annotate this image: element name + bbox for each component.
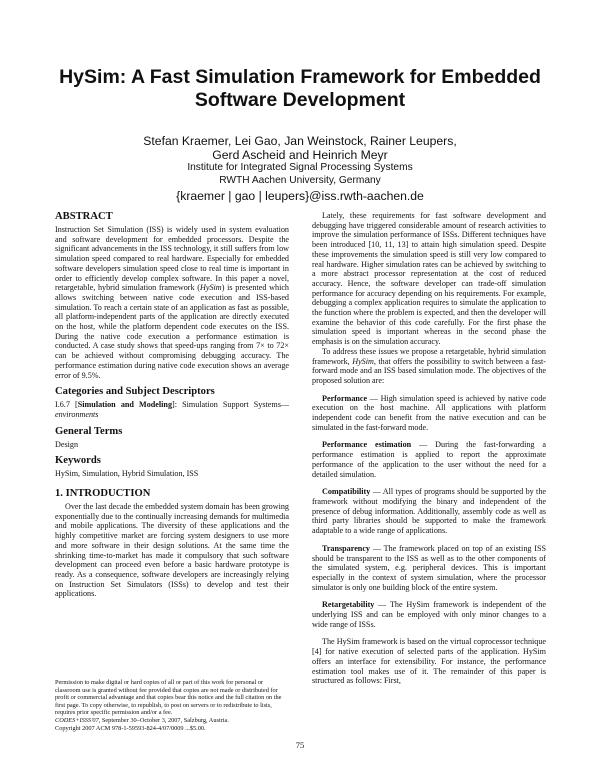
categories-code: I.6.7 [ [55, 400, 78, 410]
categories-bold: Simulation and Modeling [77, 400, 173, 410]
introduction-body: Over the last decade the embedded system domain has been growing exponentially due to the continually increasing demands for multimedia and mobile applications. The diversity of these applications and the highly competitive market are forcing system designers to use more and more software in their design solutions. At the same time the shrinking time-to-market has made it compulsory that such software development can proceed even before a basic hardware prototype is ready. As a consequence, software developers are increasingly relying on Instruction Set Simulators (ISSs) to develop and test their applications. [55, 502, 289, 599]
affiliation-1: Institute for Integrated Signal Processing Systems [187, 162, 413, 173]
title-line-1: HySim: A Fast Simulation Framework for Embedded [59, 66, 541, 88]
objective-text: — The HySim framework is independent of the underlying ISS and can be employed with only minor changes to a wide range of ISSs. [312, 600, 546, 629]
objective-text: — The framework placed on top of an existing ISS should be transparent to the ISS as well as to the other components of the simulated system, e.g. peripheral devices. This is important especially in the context of system simulation, where the processor simulator is only one building block of the entire system. [312, 543, 546, 592]
conference-details: September 30–October 3, 2007, Salzburg, Austria. [100, 716, 229, 724]
para2-hysim: HySim [352, 356, 374, 366]
author-names-1: Stefan Kraemer, Lei Gao, Jan Weinstock, Rainer Leupers, [143, 134, 457, 148]
objective-transparency [312, 544, 546, 593]
objective-performance-estimation [312, 440, 546, 479]
abstract-text-a: Instruction Set Simulation (ISS) is widely used in system evaluation and software development for embedded processors. Despite the significant advancements in the ISS technology, it still suffers from low simulation speed compared to real hardware. Especially for embedded software developers simulation speed close to real time is important in order to efficiently develop complex software. In this paper a novel, retargetable, hybrid simulation framework ( [55, 225, 289, 293]
categories-rest: ]: Simulation Support Systems— [172, 400, 290, 410]
author-email: {kraemer | gao | leupers}@iss.rwth-aachen.de [176, 189, 424, 203]
keywords-heading: Keywords [55, 455, 101, 467]
intro-paragraph-3 [312, 347, 546, 386]
categories-heading: Categories and Subject Descriptors [55, 386, 215, 398]
page-number: 75 [295, 740, 305, 750]
objective-compatibility [312, 487, 546, 536]
categories-body [55, 400, 289, 419]
introduction-heading: 1. INTRODUCTION [55, 488, 151, 500]
objective-term: Performance [322, 393, 368, 403]
affiliation-2: RWTH Aachen University, Germany [219, 174, 381, 186]
general-terms-body: Design [55, 439, 79, 449]
objective-term: Performance estimation [322, 440, 412, 450]
right-column [312, 211, 546, 686]
abstract-hysim: HySim [200, 283, 222, 293]
author-block [60, 134, 540, 204]
author-names-2: Gerd Ascheid and Heinrich Meyr [212, 148, 388, 162]
conference-name: CODES+ISSS'07, [55, 716, 101, 724]
keywords-body: HySim, Simulation, Hybrid Simulation, ISS [55, 469, 199, 479]
objective-text: — During the fast-forwarding a performance estimation is applied to report the approximate performance of the application to the user without the need for a detailed simulation. [312, 440, 547, 479]
left-column [55, 211, 289, 599]
objective-text: — All types of programs should be supported by the framework without modifying the binary and independent of the presence of debug information. Additionally, assembly code as well as third party libraries should be supported to make the framework adaptable to a wide range of applications. [312, 487, 546, 536]
copyright-line: Copyright 2007 ACM 978-1-59593-824-4/07/0009 ...$5.00. [55, 724, 206, 732]
paper-title [40, 66, 560, 112]
abstract-heading: ABSTRACT [55, 211, 113, 222]
objective-term: Retargetability [322, 600, 375, 610]
para2-text-a: To address these issues we propose a retargetable, hybrid simulation framework, [312, 346, 546, 366]
abstract-text-b: ) is presented which allows switching between native code execution and ISS-based simulation. To reach a certain state of an application as fast as possible, all platform-independent parts of the application are directly executed on the host, while the platform dependent code executes on the ISS. During the native code execution a performance estimation is conducted. A case study shows that speed-ups ranging from 7× to 72× can be achieved without compromising debugging accuracy. The performance estimation during native code execution shows an average error of 9.5%. [55, 283, 289, 380]
objective-retargetability [312, 600, 546, 629]
objective-performance [312, 394, 546, 433]
intro-paragraph-2: Lately, these requirements for fast software development and debugging have triggered considerable amount of research activities to improve the simulation performance of ISSs. Different techniques have been introduced [10, 11, 13] to attain high simulation speed. Despite these improvements the simulation speed is still very low compared to real hardware. Higher simulation rates can be achieved by switching to a more abstract processor representation at the cost of reduced accuracy. Hence, the software developer can trade-off simulation performance for accuracy depending on his requirements. For example, debugging a complex application requires to simulate the application to the function where the problem is expected, and then the developer will examine the behavior of this code carefully. For the first phase the simulation speed is important whereas in the second phase the emphasis is on the simulation accuracy. [312, 211, 546, 347]
general-terms-heading: General Terms [55, 425, 123, 437]
objective-term: Transparency [322, 543, 370, 553]
categories-italic: environments [55, 409, 99, 419]
conference-line [55, 717, 289, 725]
title-line-2: Software Development [194, 89, 406, 111]
copyright-footnote [55, 679, 289, 732]
abstract-body [55, 225, 289, 380]
para2-text-b: , that offers the possibility to switch between a fast-forward mode and an ISS based simulation mode. The objectives of the proposed solution are: [312, 356, 546, 385]
objective-text: — High simulation speed is achieved by native code execution on the host machine. All applications with platform independent code can benefit from the native execution and can be simulated in the fast-forward mode. [312, 393, 546, 432]
permission-text: Permission to make digital or hard copies of all or part of this work for personal or classroom use is granted without fee provided that copies are not made or distributed for profit or commercial advantage and that copies bear this notice and the full citation on the first page. To copy otherwise, to republish, to post on servers or to redistribute to lists, requires prior specific permission and/or a fee. [55, 679, 282, 717]
intro-paragraph-4: The HySim framework is based on the virtual coprocessor technique [4] for native execution of selected parts of the application. HySim offers an interface for extensibility. For instance, the performance estimation tool makes use of it. The remainder of this paper is structured as follows: First, [312, 637, 546, 686]
objective-term: Compatibility [322, 487, 371, 497]
